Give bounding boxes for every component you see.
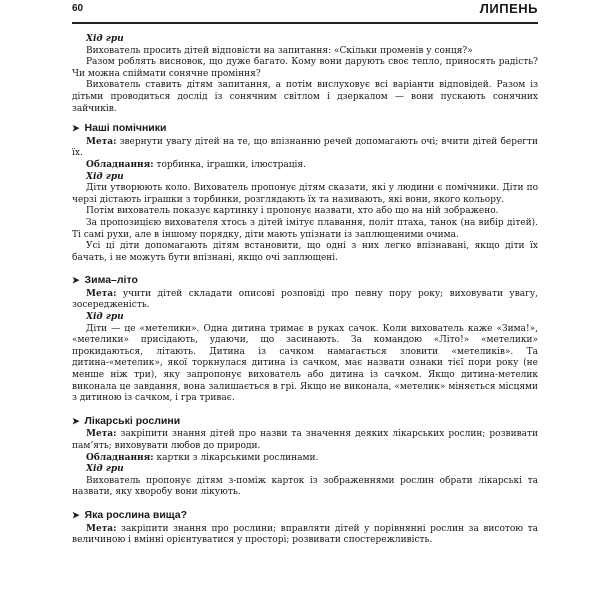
page-header bbox=[72, 0, 538, 24]
equipment-paragraph bbox=[72, 160, 538, 172]
month-title: ЛИПЕНЬ bbox=[479, 1, 538, 16]
goal-text: звернути увагу дітей на те, що впізнанню речей допомагають очі; вчити дітей берегти їх. bbox=[72, 136, 538, 159]
section-heading bbox=[72, 275, 538, 287]
section-title: Яка рослина вища? bbox=[84, 508, 188, 521]
goal-label: Мета: bbox=[86, 429, 117, 440]
equipment-label: Обладнання: bbox=[86, 452, 154, 463]
goal-text: закріпити знання дітей про назви та значення деяких лікарських рослин; розвивати пам’ять; виховувати любов до природи. bbox=[72, 429, 538, 451]
section-heading bbox=[72, 123, 538, 135]
equipment-text: торбинка, іграшки, ілюстрація. bbox=[156, 159, 306, 170]
equipment-text: картки з лікарськими рослинами. bbox=[156, 452, 319, 463]
page-number: 60 bbox=[72, 3, 84, 14]
section-heading bbox=[72, 416, 538, 428]
hid-gry-heading: Хід гри bbox=[86, 34, 124, 44]
equipment-paragraph bbox=[72, 453, 538, 465]
paragraph: Вихователь просить дітей відповісти на запитання: «Скільки променів у сонця?» bbox=[86, 45, 473, 56]
arrow-right-icon: ➤ bbox=[72, 123, 80, 134]
goal-paragraph bbox=[72, 137, 538, 160]
goal-paragraph bbox=[72, 429, 538, 452]
goal-paragraph bbox=[72, 524, 538, 547]
paragraph: Вихователь ставить дітям запитання, а потім вислуховує всі варіанти відповідей. Разом із дітьми проводиться дослід із сонячним світлом і дзеркалом — вони пускають сонячних зайчиків. bbox=[72, 80, 538, 114]
goal-text: учити дітей складати описові розповіді про певну пору року; виховувати увагу, зосередженість. bbox=[72, 288, 538, 311]
page-content bbox=[72, 34, 538, 547]
equipment-label: Обладнання: bbox=[86, 159, 154, 170]
paragraph: За пропозицією вихователя хтось з дітей імітує плавання, політ птаха, танок (на вибір дітей). Ті самі рухи, але в іншому порядку, діти мають упізнати із заплющеними очима. bbox=[72, 217, 538, 240]
paragraph: Усі ці діти допомагають дітям встановити, що одні з них легко впізнавані, якщо діти їх бачать, і не можуть бути впізнані, якщо очі заплющені. bbox=[72, 241, 538, 263]
section-title: Лікарські рослини bbox=[84, 414, 181, 427]
arrow-right-icon: ➤ bbox=[72, 509, 80, 520]
section-title: Наші помічники bbox=[84, 122, 167, 135]
section-title: Зима–літо bbox=[84, 274, 138, 287]
arrow-right-icon: ➤ bbox=[72, 275, 80, 286]
paragraph: Разом роблять висновок, що дуже багато. Кому вони дарують своє тепло, приносять радість? Чи можна спіймати сонячне проміння? bbox=[72, 57, 538, 79]
paragraph: Діти утворюють коло. Вихователь пропонує дітям сказати, які у людини є помічники. Діти по черзі дістають іграшки з торбинки, розглядають їх та називають, які вони, якого кольору. bbox=[72, 183, 538, 205]
paragraph: Діти — це «метелики». Одна дитина тримає в руках сачок. Коли вихователь каже «Зима!», «метелики» присідають, удаючи, що засинають. За командою «Літо!» «метелики» прокидаються, літають. Дитина із сачком намагається зловити «метеликів». Та дитина-«метелик», якої торкнулася дитина із сачком, має назвати ознаки тієї пори року (не менше ніж три), яку запропонує вихователь або дитина із сачком. Якщо дитина-метелик виконала це завдання, вона залишається в грі. Якщо не виконала, «метелик» міняється місцями з дитиною із сачком, і гра триває. bbox=[72, 323, 538, 404]
goal-label: Мета: bbox=[86, 523, 117, 534]
section-heading bbox=[72, 510, 538, 522]
goal-paragraph bbox=[72, 289, 538, 312]
goal-text: закріпити знання про рослини; вправляти дітей у порівнянні рослин за висотою та величиною і вмінні орієнтуватися у просторі; розвивати спостережливість. bbox=[72, 523, 538, 546]
paragraph: Потім вихователь показує картинку і пропонує назвати, хто або що на ній зображено. bbox=[86, 206, 499, 217]
hid-gry-heading: Хід гри bbox=[86, 464, 124, 475]
arrow-right-icon: ➤ bbox=[72, 415, 80, 426]
hid-gry-heading: Хід гри bbox=[86, 312, 124, 323]
goal-label: Мета: bbox=[86, 136, 117, 147]
hid-gry-heading: Хід гри bbox=[86, 171, 124, 182]
paragraph: Вихователь пропонує дітям з-поміж карток із зображеннями рослин обрати лікарські та назвати, яку хворобу вони лікують. bbox=[72, 475, 538, 498]
goal-label: Мета: bbox=[86, 288, 117, 299]
